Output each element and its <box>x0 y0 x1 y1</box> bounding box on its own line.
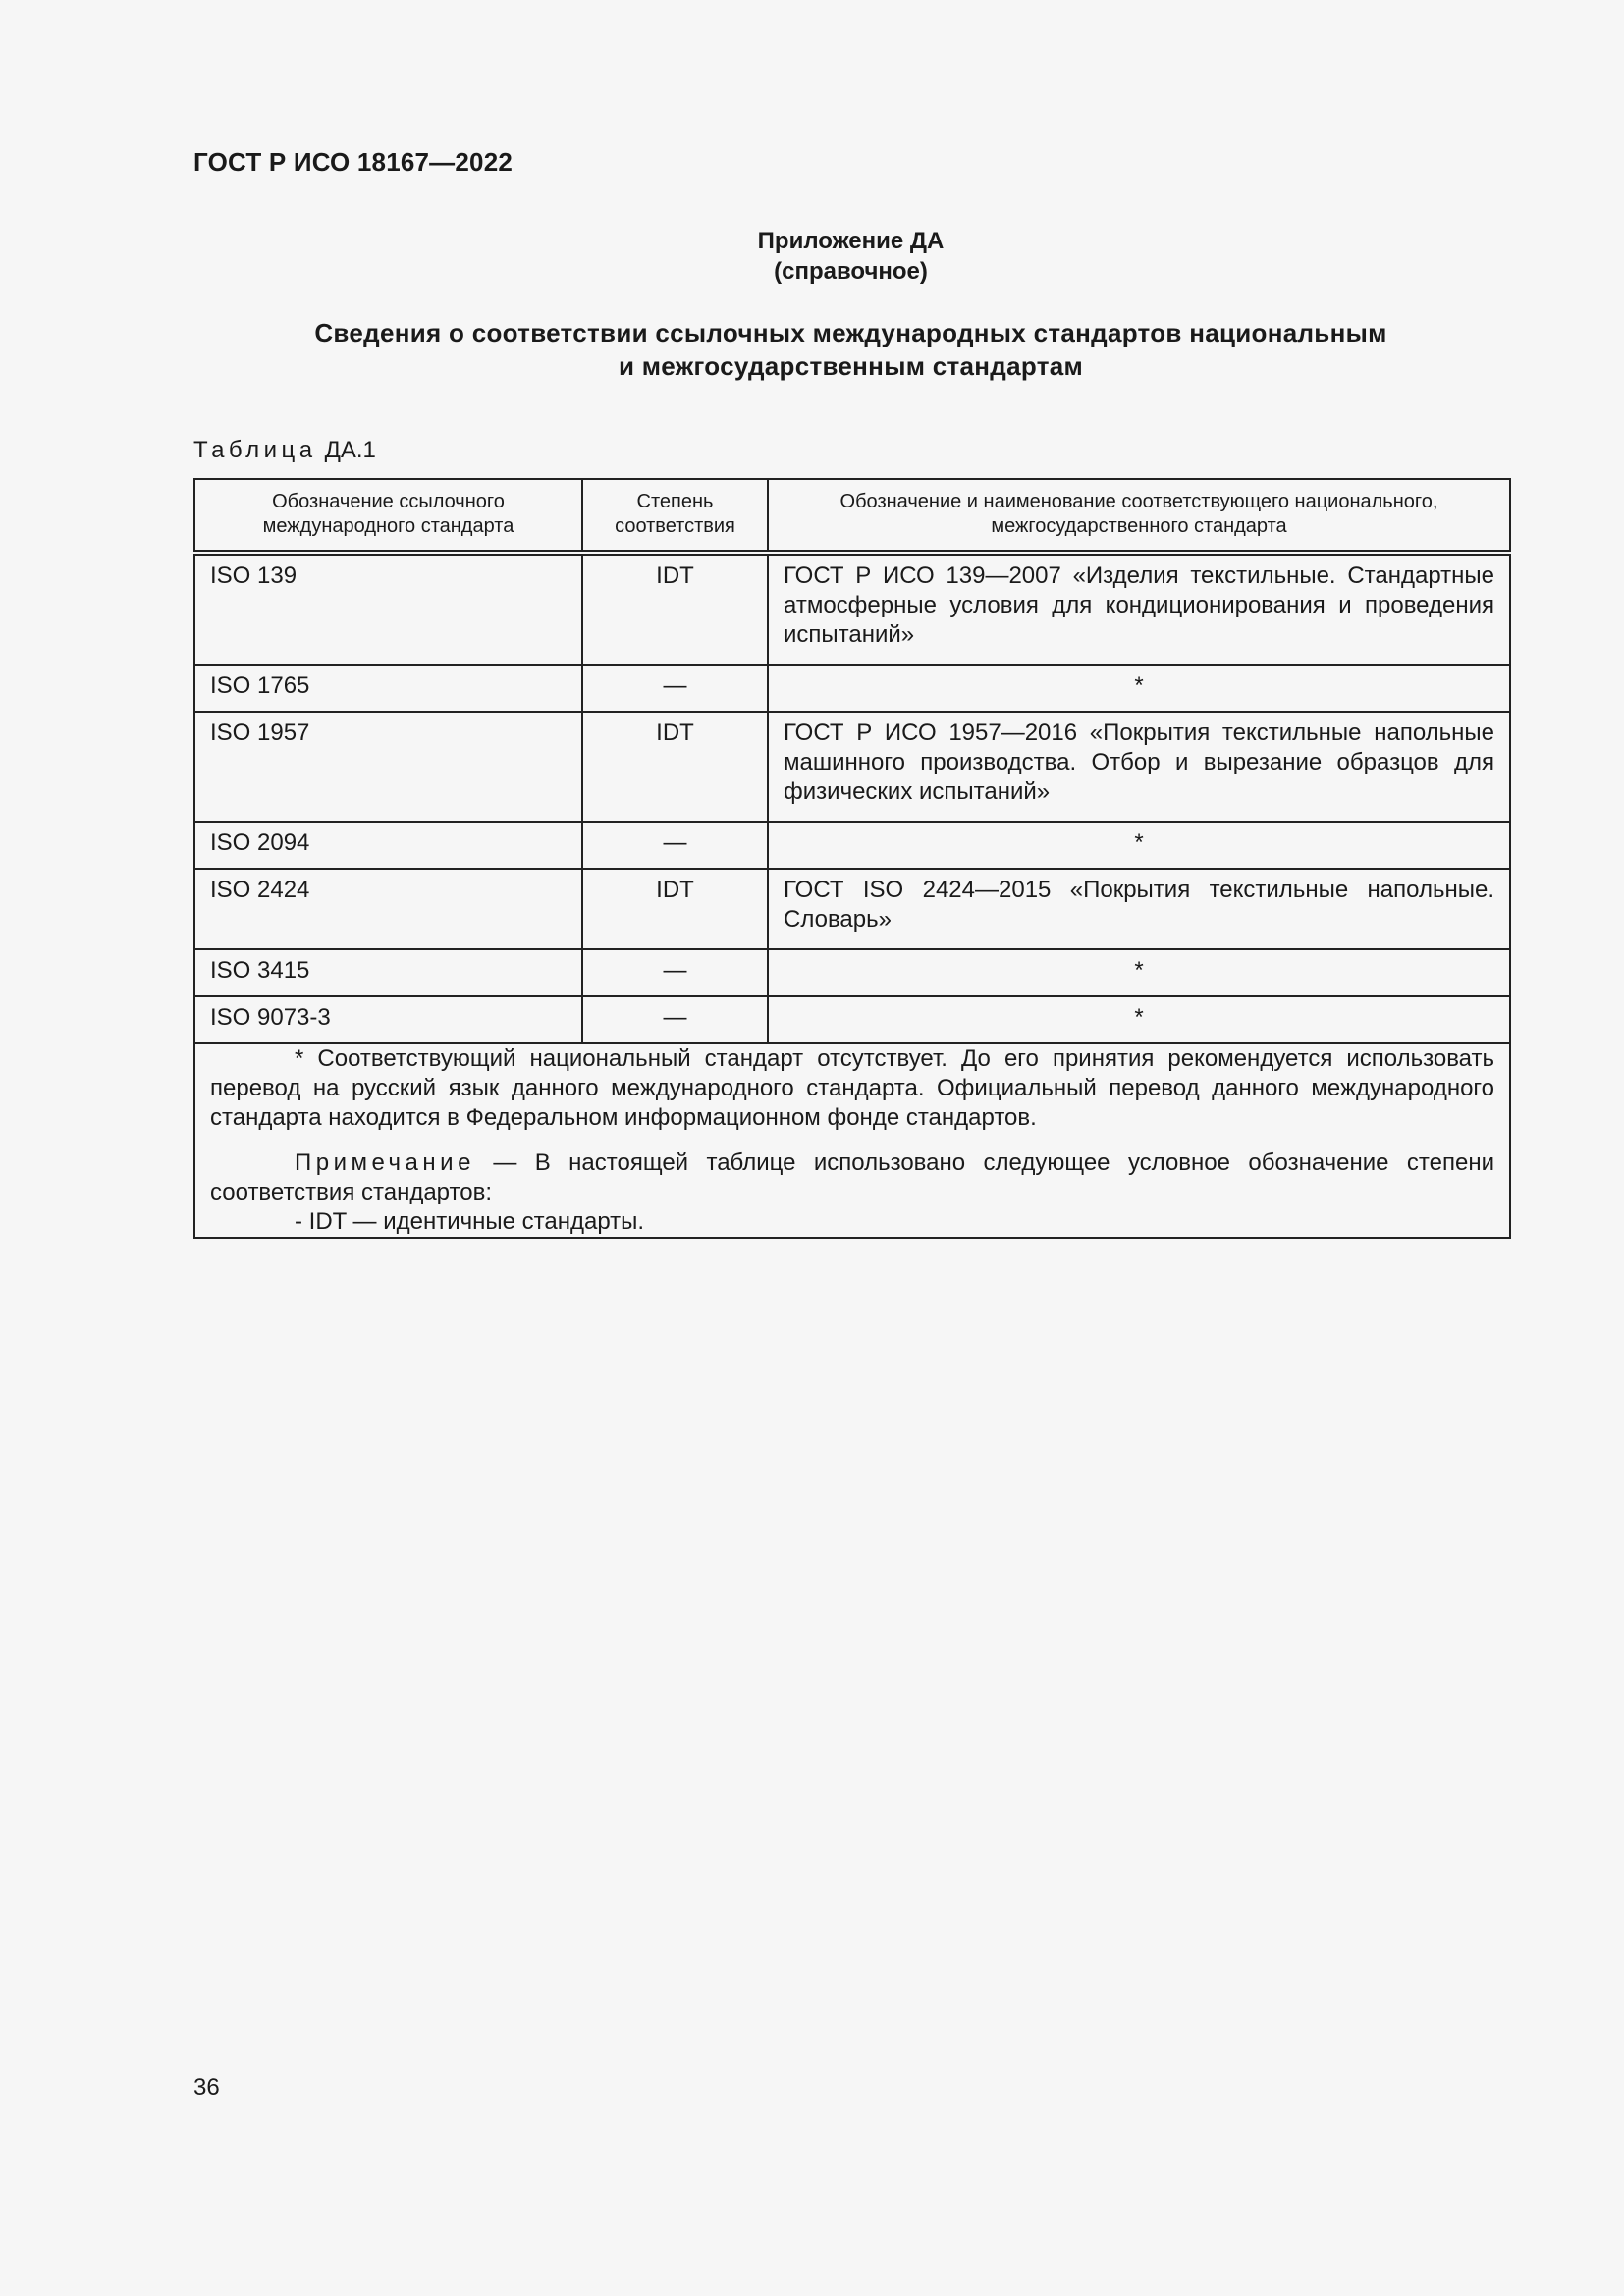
table-row <box>194 869 1510 949</box>
cell-degree: — <box>582 822 768 869</box>
appendix-type: (справочное) <box>774 258 928 285</box>
table-footer-row <box>194 1043 1510 1238</box>
cell-national: ГОСТ ISO 2424—2015 «Покрытия текстильные напольные. Словарь» <box>768 869 1510 949</box>
cell-national: ГОСТ Р ИСО 1957—2016 «Покрытия текстильные напольные машинного производства. Отбор и вырезание образцов для физических испытаний» <box>768 712 1510 822</box>
appendix-heading <box>0 226 1624 287</box>
cell-standard: ISO 2094 <box>194 822 582 869</box>
appendix-title: Приложение ДА <box>757 228 945 254</box>
table-caption-word: Таблица <box>193 437 317 463</box>
table-row <box>194 949 1510 996</box>
cell-national: * <box>768 996 1510 1043</box>
table-caption <box>193 437 376 464</box>
header-national-standard: Обозначение и наименование соответствующего национального, межгосударственного стандарта <box>768 479 1510 553</box>
cell-national: * <box>768 949 1510 996</box>
footnote: * Соответствующий национальный стандарт отсутствует. До его принятия рекомендуется использовать перевод на русский язык данного международного стандарта. Официальный перевод данного международного стандарта находится в Федеральном информационном фонде стандартов. <box>210 1045 1494 1131</box>
page-number: 36 <box>193 2074 220 2101</box>
table-row <box>194 665 1510 712</box>
document-code: ГОСТ Р ИСО 18167—2022 <box>193 147 514 177</box>
cell-standard: ISO 139 <box>194 553 582 665</box>
cell-standard: ISO 1765 <box>194 665 582 712</box>
note <box>210 1148 1494 1207</box>
header-international-standard: Обозначение ссылочного международного стандарта <box>194 479 582 553</box>
table-row <box>194 712 1510 822</box>
note-text: — В настоящей таблице использовано следующее условное обозначение степени соответствия стандартов: <box>210 1149 1495 1205</box>
cell-national: ГОСТ Р ИСО 139—2007 «Изделия текстильные. Стандартные атмосферные условия для кондиционирования и проведения испытаний» <box>768 553 1510 665</box>
cell-degree: IDT <box>582 553 768 665</box>
cell-national: * <box>768 665 1510 712</box>
cell-degree: — <box>582 996 768 1043</box>
section-title-line-1: Сведения о соответствии ссылочных международных стандартов национальным <box>314 318 1387 347</box>
table-caption-number: ДА.1 <box>324 437 376 463</box>
correspondence-table <box>193 478 1511 1239</box>
note-word: Примечание <box>295 1149 475 1176</box>
cell-standard: ISO 9073-3 <box>194 996 582 1043</box>
table-row <box>194 996 1510 1043</box>
table-row <box>194 553 1510 665</box>
cell-standard: ISO 2424 <box>194 869 582 949</box>
cell-degree: IDT <box>582 712 768 822</box>
table-header-row <box>194 479 1510 553</box>
cell-degree: — <box>582 665 768 712</box>
cell-standard: ISO 3415 <box>194 949 582 996</box>
cell-national: * <box>768 822 1510 869</box>
table-row <box>194 822 1510 869</box>
header-degree: Степень соответствия <box>582 479 768 553</box>
cell-degree: — <box>582 949 768 996</box>
table-footer <box>194 1043 1510 1238</box>
section-title-line-2: и межгосударственным стандартам <box>618 351 1084 381</box>
cell-standard: ISO 1957 <box>194 712 582 822</box>
section-title <box>0 316 1624 383</box>
cell-degree: IDT <box>582 869 768 949</box>
note-item: - IDT — идентичные стандарты. <box>295 1208 645 1235</box>
